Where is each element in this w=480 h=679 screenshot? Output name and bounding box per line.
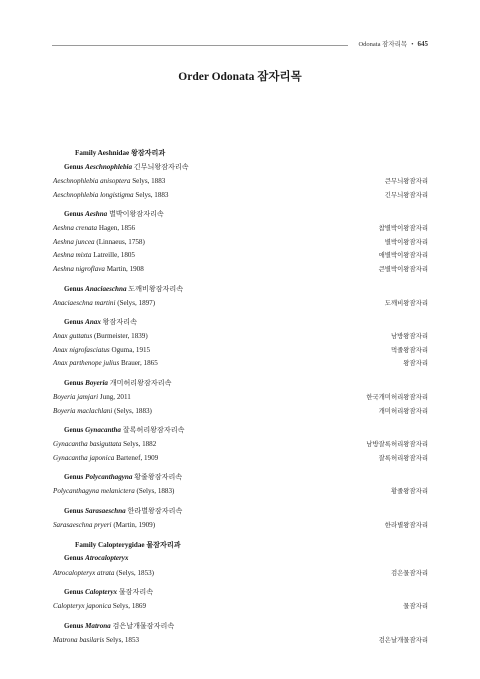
genus-heading — [53, 317, 428, 331]
species-korean-name: 왕잠자리 — [403, 360, 428, 368]
header-rule — [52, 45, 348, 46]
species-row — [53, 237, 428, 251]
genus-prefix: Genus — [64, 553, 84, 562]
species-korean-name: 개미허리왕잠자리 — [378, 407, 428, 415]
species-entry — [53, 224, 135, 232]
species-korean-name: 한라별왕잠자리 — [384, 521, 428, 529]
species-author: (Linnaeus, 1758) — [96, 237, 145, 246]
running-title: Odonata 잠자리목 — [358, 41, 408, 48]
species-entry — [53, 251, 135, 259]
genus-heading — [53, 506, 428, 520]
species-author: Selys, 1853 — [105, 635, 140, 644]
species-author: (Selys, 1897) — [117, 298, 156, 307]
genus-prefix: Genus — [64, 473, 84, 482]
species-author: Latreille, 1805 — [93, 251, 135, 260]
species-author: Hagen, 1856 — [98, 224, 136, 233]
species-korean-name: 황줄왕잠자리 — [390, 488, 428, 496]
species-row — [53, 264, 428, 278]
genus-name: Anax — [85, 318, 101, 327]
species-name: Boyeria maclachlani — [53, 406, 113, 415]
species-row — [53, 406, 428, 420]
species-entry — [53, 636, 139, 644]
species-entry — [53, 238, 145, 246]
genus-korean-name: 물잠자리속 — [118, 588, 154, 597]
species-row — [53, 190, 428, 204]
genus-prefix: Genus — [64, 506, 84, 515]
genus-heading — [53, 472, 428, 486]
species-row — [53, 439, 428, 453]
species-name: Polycanthagyna melanictera — [53, 487, 135, 496]
species-author: Oguma, 1915 — [111, 345, 151, 354]
genus-korean-name: 별박이왕잠자리속 — [108, 210, 164, 219]
genus-prefix: Genus — [64, 318, 84, 327]
genus-name: Calopteryx — [85, 588, 118, 597]
genus-prefix: Genus — [64, 588, 84, 597]
genus-korean-name: 한라별왕잠자리속 — [127, 506, 183, 515]
genus-heading — [53, 621, 428, 635]
species-author: Selys, 1869 — [112, 602, 147, 611]
genus-heading — [53, 209, 428, 223]
species-author: Brauer, 1865 — [120, 359, 158, 368]
genus-prefix: Genus — [64, 426, 84, 435]
species-entry — [53, 346, 150, 354]
genus-prefix: Genus — [64, 284, 84, 293]
species-name: Gynacantha basiguttata — [53, 440, 122, 449]
header-bullet: • — [411, 41, 414, 48]
species-entry — [53, 265, 144, 273]
species-name: Sarasaeschna pryeri — [53, 520, 112, 529]
species-row — [53, 298, 428, 312]
species-entry — [53, 521, 155, 529]
species-author: (Selys, 1883) — [136, 487, 175, 496]
species-korean-name: 검은물잠자리 — [390, 569, 428, 577]
taxonomy-list — [53, 148, 428, 648]
species-entry — [53, 487, 174, 495]
species-korean-name: 큰무늬왕잠자리 — [384, 178, 428, 185]
species-entry — [53, 569, 154, 577]
genus-korean-name: 왕잠자리속 — [102, 318, 137, 327]
genus-name: Aeschnophlebia — [85, 163, 133, 171]
genus-heading — [53, 425, 428, 439]
family-heading: Family Calopterygidae 물잠자리과 — [75, 540, 181, 549]
genus-prefix: Genus — [64, 210, 84, 219]
species-name: Gynacantha japonica — [53, 453, 115, 462]
species-row — [53, 176, 428, 190]
genus-name: Atrocalopteryx — [85, 553, 129, 562]
species-author: Selys, 1882 — [123, 440, 157, 449]
species-author: (Martin, 1909) — [113, 520, 156, 529]
species-author: Bartenef, 1909 — [116, 453, 159, 462]
genus-heading — [53, 378, 428, 392]
species-name: Aeshna mixta — [53, 251, 92, 260]
species-korean-name: 도깨비왕잠자리 — [384, 299, 428, 307]
species-entry — [53, 359, 158, 367]
genus-name: Matrona — [85, 621, 111, 630]
species-name: Aeshna juncea — [53, 237, 95, 246]
genus-korean-name: 잘록허리왕잠자리속 — [122, 426, 185, 435]
species-row — [53, 635, 428, 649]
species-row — [53, 345, 428, 359]
species-author: Selys, 1883 — [135, 190, 169, 199]
species-row — [53, 601, 428, 615]
genus-prefix: Genus — [64, 163, 84, 171]
species-entry — [53, 407, 152, 415]
species-row — [53, 520, 428, 534]
genus-korean-name: 도깨비왕잠자리속 — [128, 284, 184, 293]
species-entry — [53, 191, 168, 199]
species-author: (Burmeister, 1839) — [94, 332, 148, 341]
species-row — [53, 250, 428, 264]
species-row — [53, 223, 428, 237]
species-korean-name: 별박이왕잠자리 — [384, 238, 428, 246]
page-title: Order Odonata 잠자리목 — [178, 71, 302, 83]
species-author: Jung, 2011 — [99, 392, 131, 401]
species-entry — [53, 454, 158, 462]
genus-name: Polycanthagyna — [85, 473, 133, 482]
species-korean-name: 남방잘록허리왕잠자리 — [366, 441, 428, 449]
family-heading: Family Aeshnidae 왕잠자리과 — [75, 149, 166, 157]
species-korean-name: 남방왕잠자리 — [390, 333, 428, 341]
genus-heading — [53, 587, 428, 601]
species-entry — [53, 299, 155, 307]
species-author: (Selys, 1883) — [114, 406, 152, 415]
running-header — [358, 39, 428, 48]
genus-korean-name: 검은날개물잠자리속 — [112, 621, 175, 630]
genus-prefix: Genus — [64, 621, 84, 630]
genus-heading — [53, 284, 428, 298]
species-entry — [53, 602, 146, 610]
species-row — [53, 568, 428, 582]
species-entry — [53, 177, 165, 185]
genus-korean-name: 황줄왕잠자리속 — [134, 473, 183, 482]
species-author: Martin, 1908 — [106, 264, 144, 273]
species-korean-name: 잘록허리왕잠자리 — [378, 454, 428, 462]
genus-name: Sarasaeschna — [85, 506, 126, 515]
species-korean-name: 애별박이왕잠자리 — [378, 252, 428, 260]
species-name: Atrocalopteryx atrata — [53, 568, 115, 577]
genus-name: Anaciaeschna — [85, 284, 127, 293]
species-name: Boyeria jamjari — [53, 392, 99, 401]
species-author: (Selys, 1853) — [116, 568, 155, 577]
species-row — [53, 331, 428, 345]
species-korean-name: 참별박이왕잠자리 — [378, 225, 428, 233]
genus-name: Gynacantha — [85, 426, 121, 435]
species-name: Anax parthenope julius — [53, 359, 120, 368]
page-number: 645 — [417, 40, 428, 48]
species-korean-name: 긴무늬왕잠자리 — [384, 191, 428, 199]
species-name: Anax nigrofasciatus — [53, 345, 110, 354]
species-korean-name: 물잠자리 — [403, 603, 428, 611]
species-name: Calopteryx japonica — [53, 602, 112, 611]
species-name: Aeshna nigroflava — [53, 264, 105, 273]
genus-heading — [53, 162, 428, 176]
species-name: Matrona basilaris — [53, 635, 105, 644]
species-name: Aeschnophlebia anisoptera — [53, 177, 131, 185]
species-entry — [53, 332, 148, 340]
genus-heading — [53, 554, 428, 568]
species-name: Aeshna crenata — [53, 224, 98, 233]
species-author: Selys, 1883 — [132, 177, 166, 185]
species-row — [53, 453, 428, 467]
species-korean-name: 큰별박이왕잠자리 — [378, 265, 428, 273]
species-row — [53, 358, 428, 372]
genus-name: Aeshna — [85, 210, 108, 219]
species-row — [53, 486, 428, 500]
species-entry — [53, 393, 131, 401]
genus-korean-name: 긴무늬왕잠자리속 — [133, 163, 189, 171]
genus-korean-name: 개미허리왕잠자리속 — [109, 378, 172, 387]
species-name: Anaciaeschna martini — [53, 298, 116, 307]
genus-name: Boyeria — [85, 378, 108, 387]
species-entry — [53, 440, 156, 448]
species-korean-name: 먹줄왕잠자리 — [390, 346, 428, 354]
genus-prefix: Genus — [64, 378, 84, 387]
species-korean-name: 한국개미허리왕잠자리 — [366, 393, 428, 401]
species-korean-name: 검은날개물잠자리 — [378, 636, 428, 644]
species-name: Aeschnophlebia longistigma — [53, 190, 134, 199]
species-name: Anax guttatus — [53, 332, 93, 341]
species-row — [53, 392, 428, 406]
